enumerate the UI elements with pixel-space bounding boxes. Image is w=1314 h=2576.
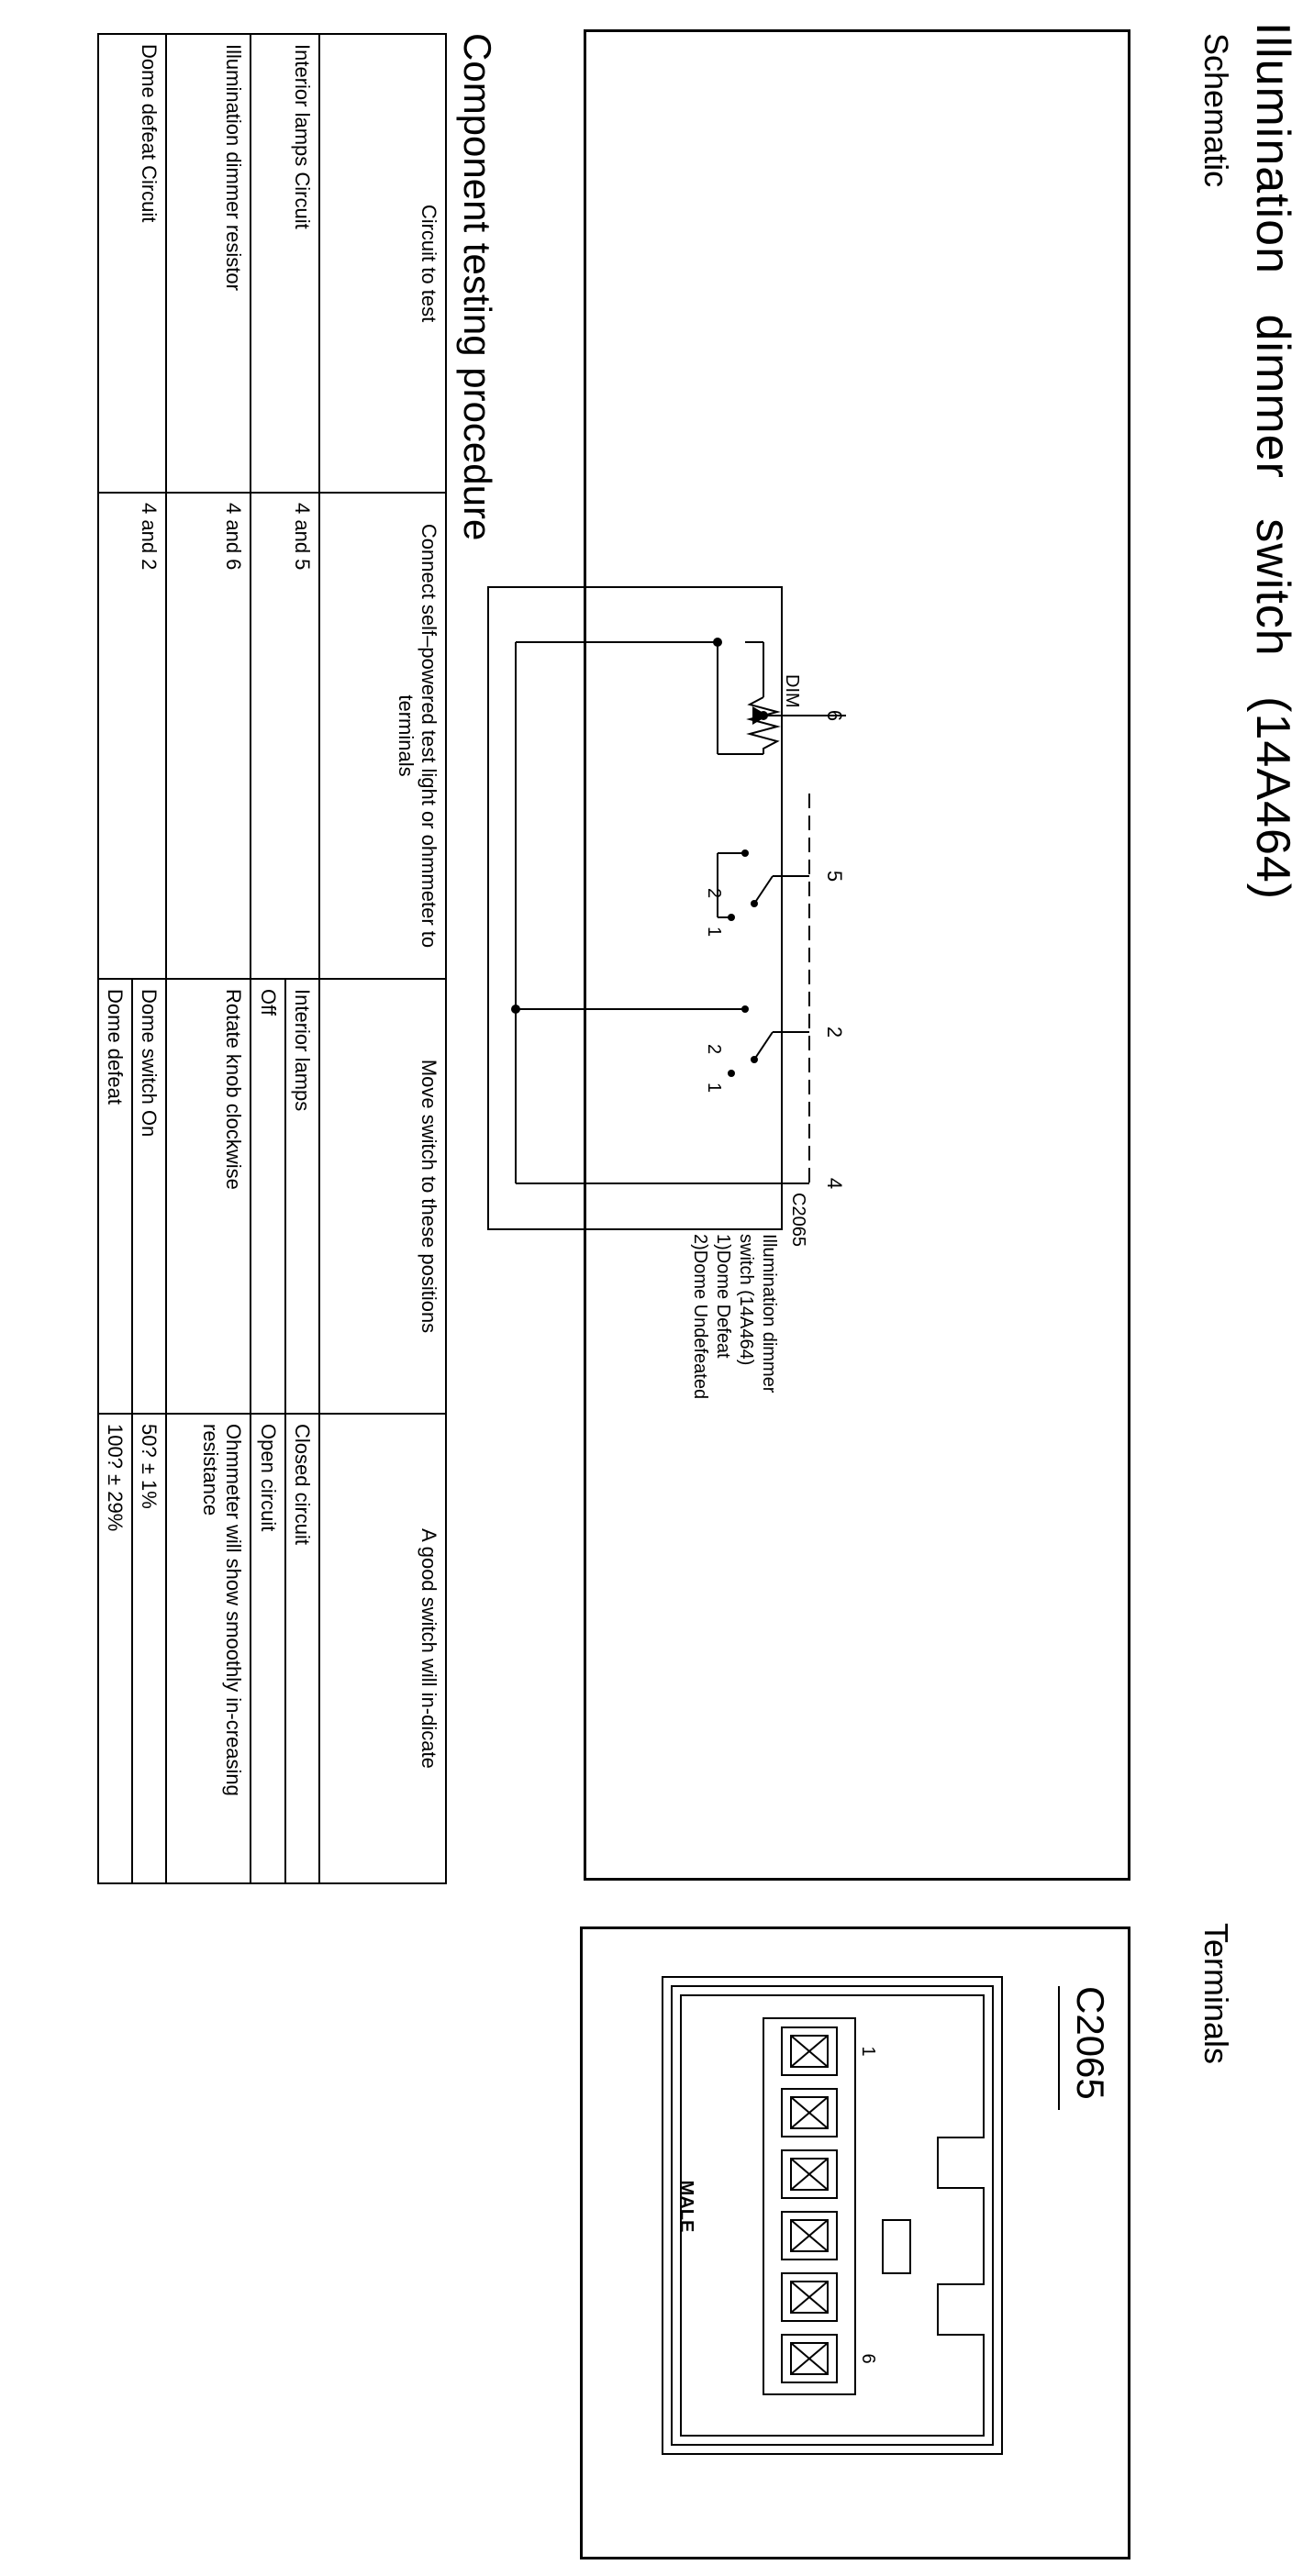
connector-latch: [883, 2220, 910, 2273]
terminal-pin-6: 6: [858, 2353, 878, 2364]
switch5-pos-1: 1: [704, 927, 724, 938]
pin-label-4: 4: [823, 1177, 846, 1190]
gender-label: MALE: [676, 2180, 696, 2233]
header-positions: Move switch to these positions: [319, 979, 446, 1414]
header-result: A good switch will in-dicate: [319, 1414, 446, 1883]
caption-line-4: 2)Dome Undefeated: [690, 1234, 710, 1400]
terminals-connector-id: C2065: [1069, 1986, 1112, 2100]
terminals-heading: Terminals: [1197, 1923, 1235, 2065]
pin-label-5: 5: [823, 870, 846, 883]
switch2-pos-2: 2: [704, 1044, 724, 1055]
dim-label: DIM: [782, 674, 802, 708]
table-row: Illumination dimmer resistor 4 and 6 Rotate knob clockwise Ohmmeter will show smoothly in-creasing resistance: [166, 34, 251, 1883]
header-terminals: Connect self–powered test light or ohmmeter to terminals: [319, 493, 446, 979]
caption-line-1: Illumination dimmer: [759, 1234, 779, 1393]
table-row: Off Open circuit: [251, 34, 284, 1883]
procedure-heading: Component testing procedure: [456, 33, 499, 541]
pin-label-6: 6: [823, 709, 846, 722]
table-header-row: [319, 34, 446, 1883]
switch5-pos-2: 2: [704, 888, 724, 899]
caption-line-3: 1)Dome Defeat: [713, 1234, 733, 1359]
pin-label-2: 2: [823, 1026, 846, 1038]
header-circuit: Circuit to test: [319, 34, 446, 493]
switch2-pos-1: 1: [704, 1083, 724, 1094]
table-row: Dome defeat Circuit 4 and 2 Dome switch On 50? ± 1%: [132, 34, 166, 1883]
table-row: Dome defeat 100? ± 29%: [98, 34, 132, 1883]
schematic-heading: Schematic: [1197, 33, 1235, 188]
connector-keyway: [681, 1995, 984, 2436]
terminal-pin-1: 1: [858, 2046, 878, 2057]
connector-label: C2065: [788, 1193, 808, 1247]
procedure-table: [97, 33, 447, 1884]
page-title: Illumination dimmer switch (14A464): [1246, 22, 1299, 901]
caption-line-2: switch (14A464): [736, 1234, 756, 1366]
table-row: Interior lamps Circuit 4 and 5 Interior lamps Closed circuit: [285, 34, 319, 1883]
